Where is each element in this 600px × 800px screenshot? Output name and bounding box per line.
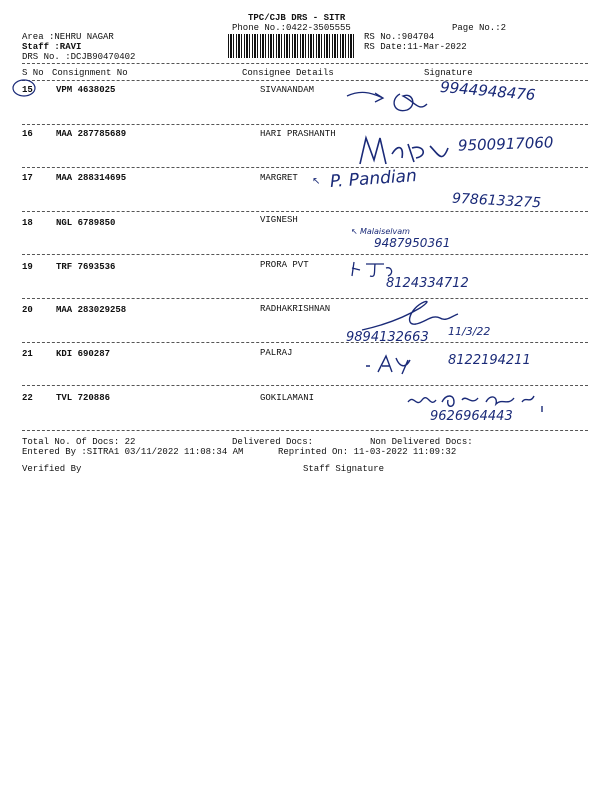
- row-consignee: MARGRET: [260, 173, 298, 183]
- row-sno: 17: [22, 173, 33, 183]
- divider: [22, 63, 588, 64]
- row-sno: 15: [22, 85, 33, 95]
- drs-number: DRS No. :DCJB90470402: [22, 52, 136, 62]
- divider: [22, 167, 588, 168]
- row-sno: 20: [22, 305, 33, 315]
- document-title: TPC/CJB DRS - SITR: [248, 13, 346, 23]
- divider: [22, 80, 588, 81]
- signature-phone: 9500917060: [457, 133, 554, 155]
- non-delivered-docs: Non Delivered Docs:: [370, 437, 473, 447]
- staff-signature: Staff Signature: [303, 464, 385, 474]
- row-consignment: MAA 283029258: [56, 305, 127, 315]
- reprinted-on: Reprinted On: 11-03-2022 11:09:32: [278, 447, 457, 457]
- divider: [22, 342, 588, 343]
- signature-mark: [364, 354, 424, 376]
- col-sno: S No: [22, 68, 44, 78]
- divider: [22, 298, 588, 299]
- signature-phone: 9944948476: [439, 77, 537, 105]
- row-sno: 21: [22, 349, 33, 359]
- signature-mark: [358, 134, 453, 170]
- phone-number: Phone No.:0422-3505555: [232, 23, 351, 33]
- signature-name: Malaiselvam: [360, 227, 410, 236]
- col-consignment: Consignment No: [52, 68, 128, 78]
- divider: [22, 124, 588, 125]
- divider: [22, 385, 588, 386]
- staff-field: Staff :RAVI: [22, 42, 82, 52]
- row-sno: 22: [22, 393, 33, 403]
- verified-by: Verified By: [22, 464, 82, 474]
- col-signature: Signature: [424, 68, 473, 78]
- signature-date: 11/3/22: [448, 325, 491, 338]
- row-consignee: SIVANANDAM: [260, 85, 315, 95]
- rs-number: RS No.:904704: [364, 32, 435, 42]
- row-consignee: GOKILAMANI: [260, 393, 315, 403]
- page-number: Page No.:2: [452, 23, 507, 33]
- col-consignee: Consignee Details: [242, 68, 334, 78]
- signature-phone: 8124334712: [386, 276, 469, 291]
- row-sno: 16: [22, 129, 33, 139]
- signature-phone: 9786133275: [451, 190, 542, 212]
- row-consignment: KDI 690287: [56, 349, 111, 359]
- row-consignee: PRORA PVT: [260, 260, 309, 270]
- row-consignment: MAA 287785689: [56, 129, 127, 139]
- row-consignee: HARI PRASHANTH: [260, 129, 336, 139]
- row-consignee: PALRAJ: [260, 348, 293, 358]
- signature-phone: 9894132663: [346, 330, 429, 345]
- row-sno: 19: [22, 262, 33, 272]
- signature-mark: [345, 84, 435, 124]
- row-consignee: RADHAKRISHNAN: [260, 304, 331, 314]
- row-consignment: MAA 288314695: [56, 173, 127, 183]
- arrow-mark: ↖: [312, 176, 321, 187]
- signature-phone: 9626964443: [430, 409, 513, 424]
- row-consignment: NGL 6789850: [56, 218, 116, 228]
- divider: [22, 211, 588, 212]
- row-consignment: TRF 7693536: [56, 262, 116, 272]
- row-consignee: VIGNESH: [260, 215, 298, 225]
- row-sno: 18: [22, 218, 33, 228]
- entered-by: Entered By :SITRA1 03/11/2022 11:08:34 AM: [22, 447, 244, 457]
- divider: [22, 254, 588, 255]
- barcode: [228, 34, 356, 58]
- row-consignment: VPM 4638025: [56, 85, 116, 95]
- area-field: Area :NEHRU NAGAR: [22, 32, 114, 42]
- signature-name: P. Pandian: [329, 165, 418, 193]
- divider: [22, 430, 588, 431]
- delivered-docs: Delivered Docs:: [232, 437, 314, 447]
- signature-phone: 9487950361: [374, 236, 451, 250]
- signature-phone: 8122194211: [448, 353, 531, 368]
- arrow-mark: ↖: [351, 227, 358, 236]
- row-consignment: TVL 720886: [56, 393, 111, 403]
- rs-date: RS Date:11-Mar-2022: [364, 42, 467, 52]
- total-docs: Total No. Of Docs: 22: [22, 437, 136, 447]
